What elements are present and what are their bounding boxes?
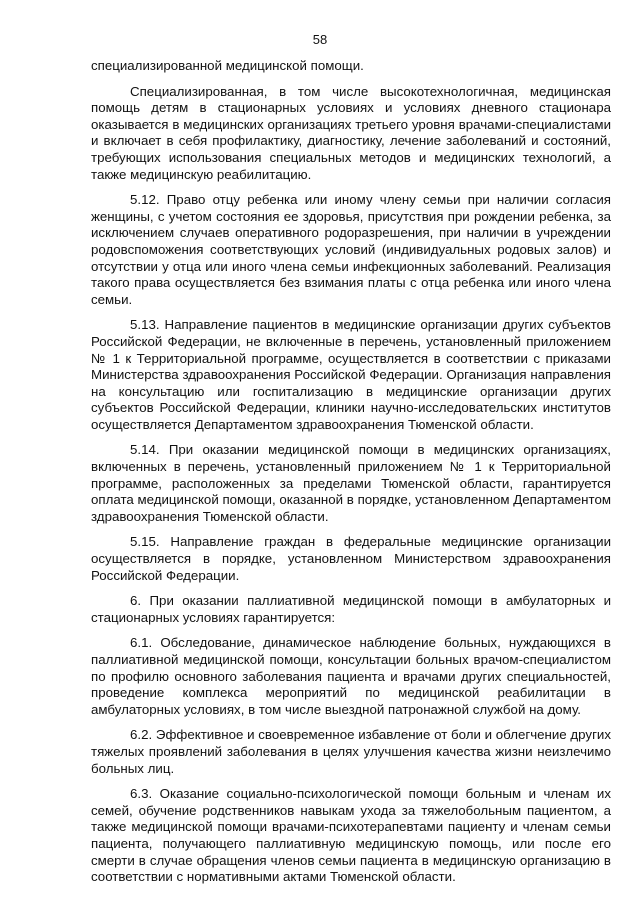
paragraph-5-12: 5.12. Право отцу ребенка или иному члену семьи при наличии согласия женщины, с учетом состояния ее здоровья, присутствия при рождении ребенка, за исключением случаев оперативного родоразрешения, при наличии в учреждении родовспоможения соответствующих условий (индивидуальных родовых залов) и отсутствии у отца или иного члена семьи инфекционных заболеваний. Реализация такого права осуществляется без взимания платы с отца ребенка или иного члена семьи. [91, 192, 611, 307]
paragraph-5-14: 5.14. При оказании медицинской помощи в медицинских организациях, включенных в перечень, установленный приложением № 1 к Территориальной программе, расположенных за пределами Тюменской области, гарантируется оплата медицинской помощи, оказанной в порядке, установленном Департаментом здравоохранения Тюменской области. [91, 442, 611, 524]
document-body [91, 58, 611, 895]
page-number: 58 [312, 32, 328, 47]
paragraph-5-13: 5.13. Направление пациентов в медицинские организации других субъектов Российской Федерации, не включенные в перечень, установленный приложением № 1 к Территориальной программе, осуществляется в соответствии с приказами Министерства здравоохранения Российской Федерации. Организация направления на консультацию или госпитализацию в медицинские организации других субъектов Российской Федерации, клиники научно-исследовательских институтов осуществляется Департаментом здравоохранения Тюменской области. [91, 317, 611, 432]
paragraph-6: 6. При оказании паллиативной медицинской помощи в амбулаторных и стационарных условиях гарантируется: [91, 593, 611, 625]
paragraph-6-1: 6.1. Обследование, динамическое наблюдение больных, нуждающихся в паллиативной медицинской помощи, консультации больных врачом-специалистом по профилю основного заболевания пациента и врачами других специальностей, проведение комплекса мероприятий по медицинской реабилитации в амбулаторных условиях, в том числе выездной патронажной службой на дому. [91, 635, 611, 717]
paragraph-5-15: 5.15. Направление граждан в федеральные медицинские организации осуществляется в порядке, установленном Министерством здравоохранения Российской Федерации. [91, 534, 611, 583]
paragraph-6-3: 6.3. Оказание социально-психологической помощи больным и членам их семей, обучение родственников навыкам ухода за тяжелобольным пациентом, а также медицинской помощи врачами-психотерапевтами пациенту и членам семьи пациента, получающего паллиативную медицинскую помощь, или после его смерти в случае обращения членов семьи пациента в медицинскую организацию в соответствии с нормативными актами Тюменской области. [91, 786, 611, 885]
paragraph-specialized-care: Специализированная, в том числе высокотехнологичная, медицинская помощь детям в стационарных условиях и условиях дневного стационара оказывается в медицинских организациях третьего уровня врачами-специалистами и включает в себя профилактику, диагностику, лечение заболеваний и состояний, требующих использования специальных методов и медицинских технологий, а также медицинскую реабилитацию. [91, 83, 611, 182]
paragraph-6-2: 6.2. Эффективное и своевременное избавление от боли и облегчение других тяжелых проявлений заболевания в целях улучшения качества жизни неизлечимо больных лиц. [91, 727, 611, 776]
paragraph-continuation: специализированной медицинской помощи. [91, 58, 364, 73]
